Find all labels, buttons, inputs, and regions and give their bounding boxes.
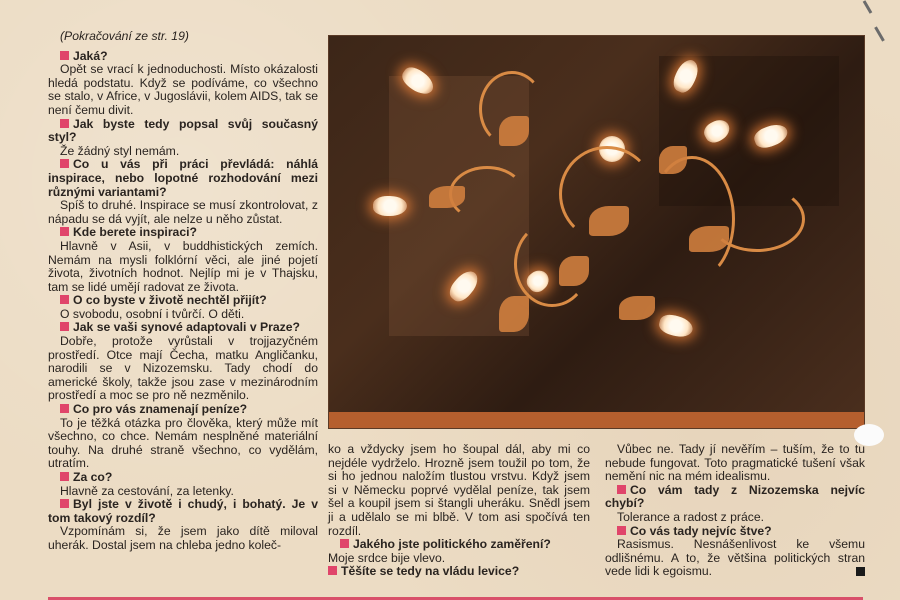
question-bullet-icon [60,159,69,168]
interview-answer [328,443,590,538]
interview-question [328,565,590,579]
interview-question [48,294,318,308]
photo-floor [329,412,864,428]
interview-answer [328,552,590,566]
interview-answer [48,145,318,159]
interview-question [48,118,318,145]
answer-text: Že žádný styl nemám. [60,143,180,158]
question-bullet-icon [60,472,69,481]
interview-question [328,538,590,552]
article-column-1 [48,30,318,553]
interview-answer [605,538,865,579]
answer-text: To je těžká otázka pro člověka, který může mít všechno, co chce. Nemám nesplněné materiální touhy. Na druhé straně všechno, co vydělám, utratím. [48,415,318,471]
answer-text: Tolerance a radost z práce. [617,509,765,524]
question-text: Co u vás při práci převládá: náhlá inspirace, nebo lopotné rozhodování mezi různými variantami? [48,157,318,199]
interview-question [48,498,318,525]
question-text: Za co? [73,470,113,484]
bulb-icon [373,196,407,216]
answer-text: Spíš to druhé. Inspirace se musí zkontrolovat, z nápadu se dá vyjít, ale nelze u něho zůstat. [48,198,318,226]
interview-question [48,321,318,335]
interview-answer [48,485,318,499]
question-bullet-icon [60,404,69,413]
pen-mark [863,0,873,14]
question-bullet-icon [60,51,69,60]
interview-question [605,484,865,511]
question-text: Těšíte se tedy na vládu levice? [341,564,520,579]
answer-text: Rasismus. Nesnášenlivost ke všemu odlišnému. A to, že většina politických stran vede lidi k egoismu. [605,537,865,579]
question-bullet-icon [60,499,69,508]
article-column-2 [328,443,590,579]
answer-text: Hlavně v Asii, v buddhistických zemích. Nemám na mysli folklórní věci, ale jiné pojetí života, životních hodnot. Nejlíp mi je v Thajsku, tam se lidé umějí radovat ze života. [48,238,318,294]
question-text: Jak byste tedy popsal svůj současný styl? [48,116,318,145]
question-bullet-icon [60,322,69,331]
question-text: Jaká? [73,48,108,63]
interview-question [48,403,318,417]
answer-text: Hlavně za cestování, za letenky. [60,483,234,498]
continuation-note: (Pokračování ze str. 19) [60,29,189,43]
interview-answer [48,335,318,403]
chandelier-photo [328,35,865,429]
question-text: Co vás tady nejvíc štve? [630,523,772,538]
answer-text: Vzpomínám si, že jsem jako dítě miloval uherák. Dostal jsem na chleba jedno koleč- [48,524,318,552]
question-bullet-icon [328,566,337,575]
question-bullet-icon [617,485,626,494]
interview-answer [605,511,865,525]
interview-question [48,50,318,64]
question-bullet-icon [60,295,69,304]
question-bullet-icon [60,119,69,128]
question-text: Byl jste v životě i chudý, i bohatý. Je v tom takový rozdíl? [48,497,318,525]
article-column-3 [605,443,865,579]
answer-text: ko a vždycky jsem ho šoupal dál, aby mi co nejdéle vydrželo. Hrozně jsem toužil po tom, že si ho jednou naložím tlustou vrstvu. Když jsem si v Německu poprvé vydělal peníze, tak jsem šel a koupil jsem si štangli uheráku. Snědl jsem ji a udělalo se mi blbě. V tom asi spočívá ten rozdíl. [328,442,590,538]
interview-answer [48,308,318,322]
question-text: Jakého jste politického zaměření? [353,537,551,552]
question-text: Co pro vás znamenají peníze? [73,402,248,417]
question-bullet-icon [617,526,626,535]
question-text: O co byste v životě nechtěl přijít? [73,293,267,308]
question-bullet-icon [60,227,69,236]
answer-text: O svobodu, osobní i tvůrčí. O děti. [60,306,245,321]
answer-text: Opět se vrací k jednoduchosti. Místo okázalosti hledá podstatu. Když se podíváme, co všechno se stalo, v Africe, v Jugoslávii, kolem AIDS, tak se není čemu divit. [48,62,318,117]
interview-answer [48,63,318,117]
end-of-article-icon [856,567,865,576]
interview-answer [48,240,318,294]
answer-text: Dobře, protože vyrůstali v trojjazyčném prostředí. Otce mají Čecha, matku Angličanku, narodili se v Nizozemsku. Tady chodí do americké školy, takže jsou zase v mezinárodním prostředí a moc se pro ně nezměnilo. [48,334,318,403]
interview-answer [48,525,318,552]
question-text: Co vám tady z Nizozemska nejvíc chybí? [605,482,865,511]
question-text: Kde berete inspiraci? [73,225,197,240]
interview-answer [48,417,318,471]
bulb-icon [657,312,695,340]
answer-text: Vůbec ne. Tady jí nevěřím – tuším, že to tu nebude fungovat. Toto pragmatické tušení však nemění nic na mém idealismu. [605,442,865,484]
interview-answer [605,443,865,484]
question-bullet-icon [340,539,349,548]
interview-answer [48,199,318,226]
interview-question [48,158,318,199]
interview-question [48,226,318,240]
question-text: Jak se vaši synové adaptovali v Praze? [73,320,300,335]
interview-question [48,471,318,485]
pen-mark [874,26,885,41]
answer-text: Moje srdce bije vlevo. [328,550,446,565]
interview-question [605,525,865,539]
